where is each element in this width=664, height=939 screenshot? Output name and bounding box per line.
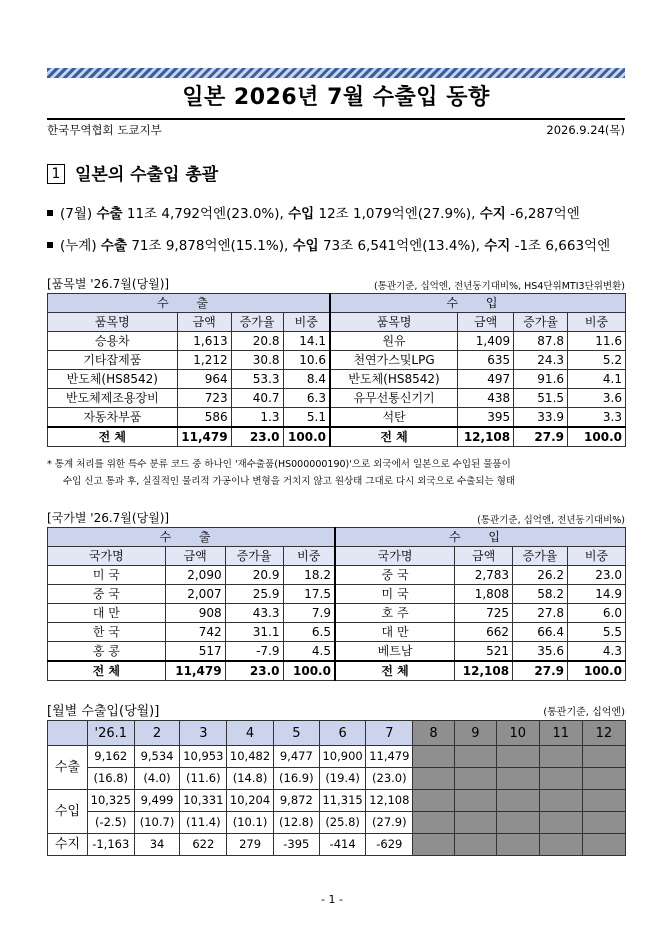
value-cell: 10.6 xyxy=(283,351,330,370)
value-cell: 2,783 xyxy=(455,566,513,585)
name-cell: 유무선통신기기 xyxy=(330,389,458,408)
column-header: 비중 xyxy=(567,547,625,566)
value-cell: 2,007 xyxy=(165,585,225,604)
value-cell: 40.7 xyxy=(231,389,283,408)
total-cell: 23.0 xyxy=(225,661,283,681)
total-cell: 전 체 xyxy=(330,427,458,447)
month-header: 10 xyxy=(496,721,539,746)
countries-table xyxy=(47,527,626,681)
value-cell: 34 xyxy=(134,834,180,856)
column-header: 금액 xyxy=(458,313,514,332)
table-row xyxy=(48,623,626,642)
value-cell: 23.0 xyxy=(567,566,625,585)
row-label: 수출 xyxy=(48,746,88,790)
value-cell: 908 xyxy=(165,604,225,623)
value-cell: (11.4) xyxy=(180,812,227,834)
footnote xyxy=(47,456,627,490)
value-cell: 2,090 xyxy=(165,566,225,585)
month-header: 9 xyxy=(454,721,496,746)
export-value: 71조 9,878억엔(15.1%), xyxy=(131,238,289,254)
empty-month-cell xyxy=(582,834,625,856)
monthly-row-import-rate xyxy=(48,812,626,834)
value-cell: 11,315 xyxy=(319,790,366,812)
page-number: - 1 - xyxy=(321,893,343,906)
total-cell: 100.0 xyxy=(283,427,330,447)
name-cell: 한 국 xyxy=(48,623,166,642)
empty-month-cell xyxy=(413,746,455,768)
value-cell: 9,872 xyxy=(273,790,319,812)
empty-month-cell xyxy=(454,812,496,834)
column-header: 품목명 xyxy=(48,313,178,332)
section-heading xyxy=(47,160,218,185)
monthly-table-unit: (통관기준, 십억엔) xyxy=(543,707,625,718)
column-header: 국가명 xyxy=(335,547,455,566)
total-cell: 27.9 xyxy=(514,427,568,447)
empty-month-cell xyxy=(413,812,455,834)
month-header: 8 xyxy=(413,721,455,746)
period-label: (누계) xyxy=(60,238,97,254)
value-cell: 279 xyxy=(227,834,274,856)
value-cell: 24.3 xyxy=(514,351,568,370)
value-cell: 10,953 xyxy=(180,746,227,768)
column-header: 비중 xyxy=(283,547,335,566)
name-cell: 호 주 xyxy=(335,604,455,623)
monthly-row-export-rate xyxy=(48,768,626,790)
value-cell: 53.3 xyxy=(231,370,283,389)
items-table xyxy=(47,293,626,447)
section-title: 일본의 수출입 총괄 xyxy=(75,165,219,185)
import-label: 수입 xyxy=(292,238,319,254)
empty-month-cell xyxy=(582,768,625,790)
value-cell: 586 xyxy=(177,408,231,428)
countries-table-unit: (통관기준, 십억엔, 전년동기대비%) xyxy=(477,515,625,526)
value-cell: 6.0 xyxy=(567,604,625,623)
value-cell: -395 xyxy=(273,834,319,856)
total-cell: 23.0 xyxy=(231,427,283,447)
items-table-unit: (통관기준, 십억엔, 전년동기대비%, HS4단위MTI3단위변환) xyxy=(374,281,625,292)
value-cell: 4.3 xyxy=(567,642,625,662)
export-label: 수출 xyxy=(96,206,123,222)
column-header: 증가율 xyxy=(231,313,283,332)
value-cell: (19.4) xyxy=(319,768,366,790)
value-cell: 33.9 xyxy=(514,408,568,428)
value-cell: (11.6) xyxy=(180,768,227,790)
name-cell: 원유 xyxy=(330,332,458,351)
total-cell: 전 체 xyxy=(48,661,166,681)
value-cell: 1.3 xyxy=(231,408,283,428)
name-cell: 베트남 xyxy=(335,642,455,662)
total-cell: 27.9 xyxy=(513,661,568,681)
empty-month-cell xyxy=(496,812,539,834)
value-cell: 10,325 xyxy=(87,790,134,812)
value-cell: 35.6 xyxy=(513,642,568,662)
value-cell: 26.2 xyxy=(513,566,568,585)
table-row xyxy=(48,566,626,585)
empty-month-cell xyxy=(539,768,582,790)
value-cell: 5.1 xyxy=(283,408,330,428)
value-cell: -1,163 xyxy=(87,834,134,856)
name-cell: 미 국 xyxy=(335,585,455,604)
value-cell: 12,108 xyxy=(366,790,413,812)
value-cell: 58.2 xyxy=(513,585,568,604)
empty-month-cell xyxy=(496,746,539,768)
value-cell: 14.1 xyxy=(283,332,330,351)
total-row xyxy=(48,427,626,447)
total-cell: 100.0 xyxy=(568,427,626,447)
table-row xyxy=(48,604,626,623)
empty-month-cell xyxy=(496,834,539,856)
value-cell: 6.3 xyxy=(283,389,330,408)
name-cell: 천연가스및LPG xyxy=(330,351,458,370)
summary-monthly xyxy=(47,202,580,222)
value-cell: 31.1 xyxy=(225,623,283,642)
month-header: 6 xyxy=(319,721,366,746)
empty-month-cell xyxy=(496,790,539,812)
value-cell: -7.9 xyxy=(225,642,283,662)
table-row xyxy=(48,642,626,662)
month-header: '26.1 xyxy=(87,721,134,746)
name-cell: 석탄 xyxy=(330,408,458,428)
month-header: 12 xyxy=(582,721,625,746)
total-cell: 12,108 xyxy=(455,661,513,681)
column-header: 비중 xyxy=(283,313,330,332)
empty-month-cell xyxy=(582,790,625,812)
total-cell: 12,108 xyxy=(458,427,514,447)
value-cell: 20.9 xyxy=(225,566,283,585)
name-cell: 기타잡제품 xyxy=(48,351,178,370)
value-cell: 723 xyxy=(177,389,231,408)
month-header: 2 xyxy=(134,721,180,746)
items-table-caption: [품목별 '26.7월(당월)] xyxy=(47,277,170,291)
export-value: 11조 4,792억엔(23.0%), xyxy=(126,206,284,222)
value-cell: 18.2 xyxy=(283,566,335,585)
column-header: 증가율 xyxy=(513,547,568,566)
table-row xyxy=(48,370,626,389)
countries-table-caption: [국가별 '26.7월(당월)] xyxy=(47,511,170,525)
name-cell: 반도체(HS8542) xyxy=(330,370,458,389)
monthly-row-balance xyxy=(48,834,626,856)
footnote-line-1: * 통계 처리를 위한 특수 분류 코드 중 하나인 '재수출품(HS000000190)'으로 외국에서 일본으로 수입된 물품이 xyxy=(47,459,511,470)
month-header: 11 xyxy=(539,721,582,746)
value-cell: 438 xyxy=(458,389,514,408)
title-decoration-band xyxy=(47,68,625,78)
value-cell: (16.9) xyxy=(273,768,319,790)
table-row xyxy=(48,585,626,604)
export-header: 수 출 xyxy=(48,294,331,313)
empty-month-cell xyxy=(413,834,455,856)
value-cell: 20.8 xyxy=(231,332,283,351)
empty-month-cell xyxy=(454,834,496,856)
empty-month-cell xyxy=(454,746,496,768)
section-number: 1 xyxy=(47,164,65,184)
value-cell: (25.8) xyxy=(319,812,366,834)
footnote-line-2: 수입 신고 통과 후, 실질적인 물리적 가공이나 변형을 거치지 않고 원상태 그대로 다시 외국으로 수출되는 형태 xyxy=(63,476,516,487)
name-cell: 중 국 xyxy=(335,566,455,585)
value-cell: 43.3 xyxy=(225,604,283,623)
month-header-row xyxy=(48,721,626,746)
table-row xyxy=(48,351,626,370)
empty-month-cell xyxy=(539,834,582,856)
column-header: 품목명 xyxy=(330,313,458,332)
organization: 한국무역협회 도쿄지부 xyxy=(47,123,162,137)
export-label: 수출 xyxy=(100,238,128,254)
export-header: 수 출 xyxy=(48,528,335,547)
value-cell: 51.5 xyxy=(514,389,568,408)
total-cell: 11,479 xyxy=(177,427,231,447)
value-cell: 25.9 xyxy=(225,585,283,604)
value-cell: 3.3 xyxy=(568,408,626,428)
empty-month-cell xyxy=(454,790,496,812)
value-cell: 10,331 xyxy=(180,790,227,812)
empty-month-cell xyxy=(539,790,582,812)
column-header: 금액 xyxy=(455,547,513,566)
table-row xyxy=(48,408,626,428)
column-header: 증가율 xyxy=(225,547,283,566)
month-header: 5 xyxy=(273,721,319,746)
total-cell: 100.0 xyxy=(283,661,335,681)
empty-month-cell xyxy=(496,768,539,790)
column-header: 금액 xyxy=(177,313,231,332)
monthly-row-export xyxy=(48,746,626,768)
value-cell: (12.8) xyxy=(273,812,319,834)
name-cell: 자동차부품 xyxy=(48,408,178,428)
value-cell: 11.6 xyxy=(568,332,626,351)
empty-month-cell xyxy=(539,812,582,834)
value-cell: 3.6 xyxy=(568,389,626,408)
value-cell: 8.4 xyxy=(283,370,330,389)
value-cell: 1,212 xyxy=(177,351,231,370)
value-cell: 5.5 xyxy=(567,623,625,642)
value-cell: 87.8 xyxy=(514,332,568,351)
name-cell: 반도체제조용장비 xyxy=(48,389,178,408)
corner-cell xyxy=(48,721,88,746)
value-cell: 4.5 xyxy=(283,642,335,662)
empty-month-cell xyxy=(413,768,455,790)
value-cell: 622 xyxy=(180,834,227,856)
total-cell: 전 체 xyxy=(335,661,455,681)
import-value: 73조 6,541억엔(13.4%), xyxy=(322,238,480,254)
value-cell: 66.4 xyxy=(513,623,568,642)
empty-month-cell xyxy=(582,746,625,768)
monthly-table xyxy=(47,720,626,856)
value-cell: (-2.5) xyxy=(87,812,134,834)
empty-month-cell xyxy=(539,746,582,768)
table-row xyxy=(48,332,626,351)
value-cell: 725 xyxy=(455,604,513,623)
column-header: 비중 xyxy=(568,313,626,332)
value-cell: 517 xyxy=(165,642,225,662)
value-cell: 17.5 xyxy=(283,585,335,604)
balance-value: -6,287억엔 xyxy=(510,206,580,222)
value-cell: -629 xyxy=(366,834,413,856)
value-cell: 11,479 xyxy=(366,746,413,768)
value-cell: (14.8) xyxy=(227,768,274,790)
value-cell: 14.9 xyxy=(567,585,625,604)
period-label: (7월) xyxy=(60,206,93,222)
name-cell: 반도체(HS8542) xyxy=(48,370,178,389)
name-cell: 미 국 xyxy=(48,566,166,585)
balance-value: -1조 6,663억엔 xyxy=(514,238,611,254)
value-cell: 27.8 xyxy=(513,604,568,623)
name-cell: 중 국 xyxy=(48,585,166,604)
column-header: 증가율 xyxy=(514,313,568,332)
total-row xyxy=(48,661,626,681)
balance-label: 수지 xyxy=(479,206,506,222)
import-label: 수입 xyxy=(288,206,315,222)
value-cell: 9,499 xyxy=(134,790,180,812)
value-cell: 521 xyxy=(455,642,513,662)
monthly-row-import xyxy=(48,790,626,812)
balance-label: 수지 xyxy=(484,238,511,254)
value-cell: 6.5 xyxy=(283,623,335,642)
month-header: 4 xyxy=(227,721,274,746)
value-cell: 10,204 xyxy=(227,790,274,812)
value-cell: (10.1) xyxy=(227,812,274,834)
total-cell: 11,479 xyxy=(165,661,225,681)
value-cell: 964 xyxy=(177,370,231,389)
value-cell: 1,613 xyxy=(177,332,231,351)
month-header: 3 xyxy=(180,721,227,746)
value-cell: (4.0) xyxy=(134,768,180,790)
summary-cumulative xyxy=(47,234,610,254)
value-cell: 1,808 xyxy=(455,585,513,604)
import-header: 수 입 xyxy=(330,294,626,313)
bullet-square-icon xyxy=(47,242,53,248)
value-cell: 4.1 xyxy=(568,370,626,389)
value-cell: (16.8) xyxy=(87,768,134,790)
row-label: 수입 xyxy=(48,790,88,834)
page-title: 일본 2026년 7월 수출입 동향 xyxy=(47,78,625,120)
name-cell: 대 만 xyxy=(48,604,166,623)
value-cell: 5.2 xyxy=(568,351,626,370)
table-row xyxy=(48,389,626,408)
value-cell: -414 xyxy=(319,834,366,856)
value-cell: 30.8 xyxy=(231,351,283,370)
column-header: 국가명 xyxy=(48,547,166,566)
total-cell: 전 체 xyxy=(48,427,178,447)
value-cell: 497 xyxy=(458,370,514,389)
report-date: 2026.9.24(목) xyxy=(546,123,625,137)
total-cell: 100.0 xyxy=(567,661,625,681)
value-cell: 635 xyxy=(458,351,514,370)
value-cell: 9,534 xyxy=(134,746,180,768)
value-cell: 662 xyxy=(455,623,513,642)
value-cell: 1,409 xyxy=(458,332,514,351)
bullet-square-icon xyxy=(47,210,53,216)
monthly-table-caption: [월별 수출입(당월)] xyxy=(47,704,160,719)
name-cell: 대 만 xyxy=(335,623,455,642)
empty-month-cell xyxy=(454,768,496,790)
value-cell: 10,482 xyxy=(227,746,274,768)
column-header: 금액 xyxy=(165,547,225,566)
value-cell: 742 xyxy=(165,623,225,642)
value-cell: 9,162 xyxy=(87,746,134,768)
import-value: 12조 1,079억엔(27.9%), xyxy=(318,206,476,222)
import-header: 수 입 xyxy=(335,528,626,547)
value-cell: 10,900 xyxy=(319,746,366,768)
row-label: 수지 xyxy=(48,834,88,856)
value-cell: (10.7) xyxy=(134,812,180,834)
name-cell: 승용차 xyxy=(48,332,178,351)
empty-month-cell xyxy=(413,790,455,812)
value-cell: (23.0) xyxy=(366,768,413,790)
value-cell: 91.6 xyxy=(514,370,568,389)
empty-month-cell xyxy=(582,812,625,834)
value-cell: (27.9) xyxy=(366,812,413,834)
name-cell: 홍 콩 xyxy=(48,642,166,662)
month-header: 7 xyxy=(366,721,413,746)
value-cell: 7.9 xyxy=(283,604,335,623)
value-cell: 9,477 xyxy=(273,746,319,768)
value-cell: 395 xyxy=(458,408,514,428)
